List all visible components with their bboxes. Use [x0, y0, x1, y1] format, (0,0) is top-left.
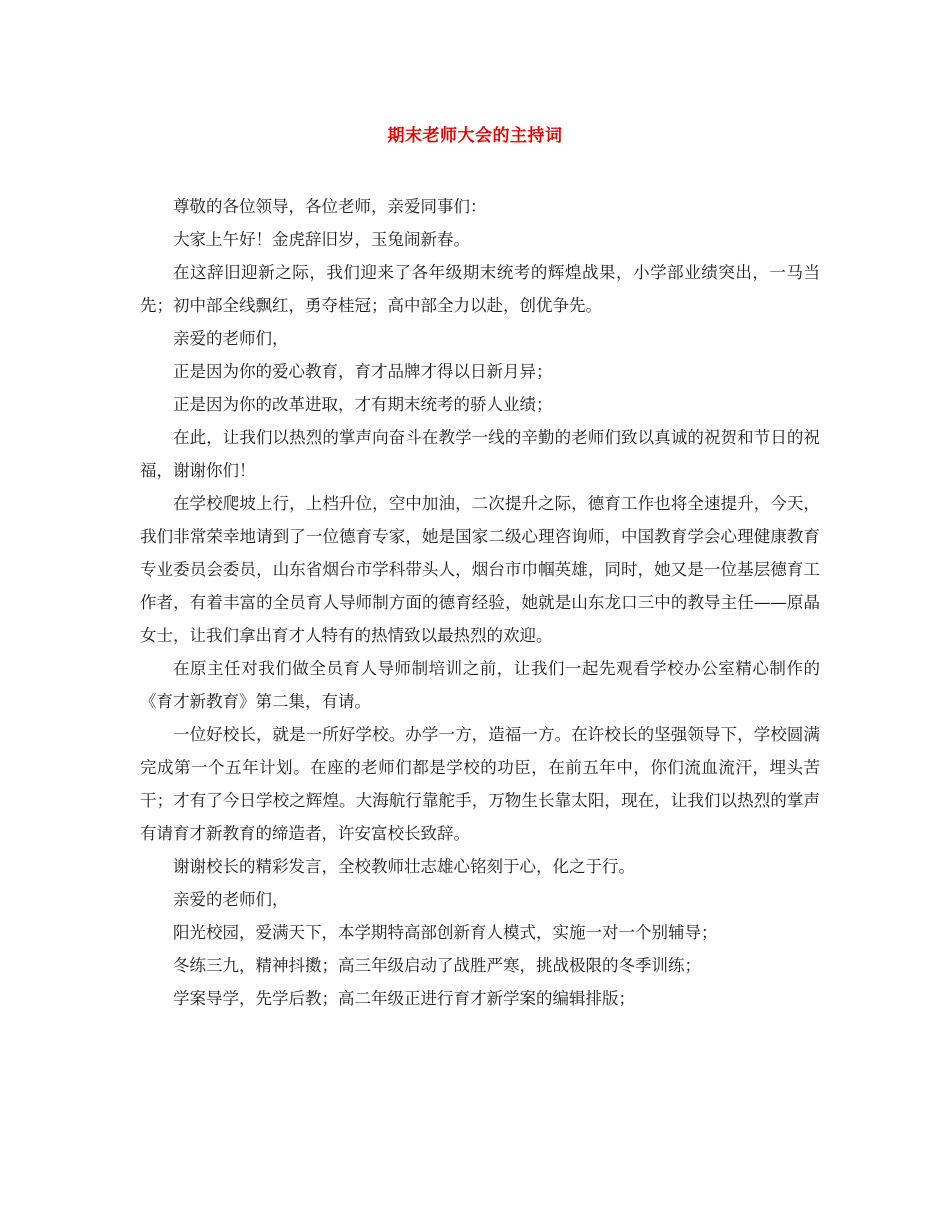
- paragraph-winter-training: 冬练三九，精神抖擞；高三年级启动了战胜严寒，挑战极限的冬季训练；: [173, 956, 701, 975]
- document-title: 期末老师大会的主持词: [387, 126, 563, 146]
- paragraph-dear-teachers: 亲爱的老师们，: [173, 329, 289, 348]
- paragraph-thanks-principal: 谢谢校长的精彩发言，全校教师壮志雄心铭刻于心，化之于行。: [173, 857, 635, 876]
- paragraph-greeting: 尊敬的各位领导，各位老师，亲爱同事们：: [173, 197, 487, 216]
- paragraph-reform: 正是因为你的改革进取，才有期末统考的骄人业绩；: [173, 395, 553, 414]
- paragraph-sunshine-campus: 阳光校园，爱满天下，本学期特高部创新育人模式，实施一对一个别辅导；: [173, 923, 718, 942]
- paragraph-study-guide: 学案导学，先学后教；高二年级正进行育才新学案的编辑排版；: [173, 989, 635, 1008]
- paragraph-good-morning: 大家上午好！金虎辞旧岁，玉兔闹新春。: [173, 230, 470, 249]
- paragraph-expert-intro: 在学校爬坡上行，上档升位，空中加油，二次提升之际，德育工作也将全速提升，今天，我们非常荣幸地请到了一位德育专家，她是国家二级心理咨询师，中国教育学会心理健康教育专业委员会委员，山东省烟台市学科带头人，烟台市巾帼英雄，同时，她又是一位基层德育工作者，有着丰富的全员育人导师制方面的德育经验，她就是山东龙口三中的教导主任——原晶女士，让我们拿出育才人特有的热情致以最热烈的欢迎。: [140, 494, 820, 645]
- document-body: [140, 190, 820, 1015]
- paragraph-video: 在原主任对我们做全员育人导师制培训之前，让我们一起先观看学校办公室精心制作的《育才新教育》第二集，有请。: [140, 659, 820, 711]
- paragraph-principal: 一位好校长，就是一所好学校。办学一方，造福一方。在许校长的坚强领导下，学校圆满完成第一个五年计划。在座的老师们都是学校的功臣，在前五年中，你们流血流汗，埋头苦干；才有了今日学校之辉煌。大海航行靠舵手，万物生长靠太阳，现在，让我们以热烈的掌声有请育才新教育的缔造者，许安富校长致辞。: [140, 725, 820, 843]
- paragraph-love-education: 正是因为你的爱心教育，育才品牌才得以日新月异；: [173, 362, 553, 381]
- paragraph-dear-teachers-2: 亲爱的老师们，: [173, 890, 289, 909]
- paragraph-applause: 在此，让我们以热烈的掌声向奋斗在教学一线的辛勤的老师们致以真诚的祝贺和节日的祝福，谢谢你们！: [140, 428, 820, 480]
- paragraph-exam-results: 在这辞旧迎新之际，我们迎来了各年级期末统考的辉煌战果，小学部业绩突出，一马当先；初中部全线飘红，勇夺桂冠；高中部全力以赴，创优争先。: [140, 263, 820, 315]
